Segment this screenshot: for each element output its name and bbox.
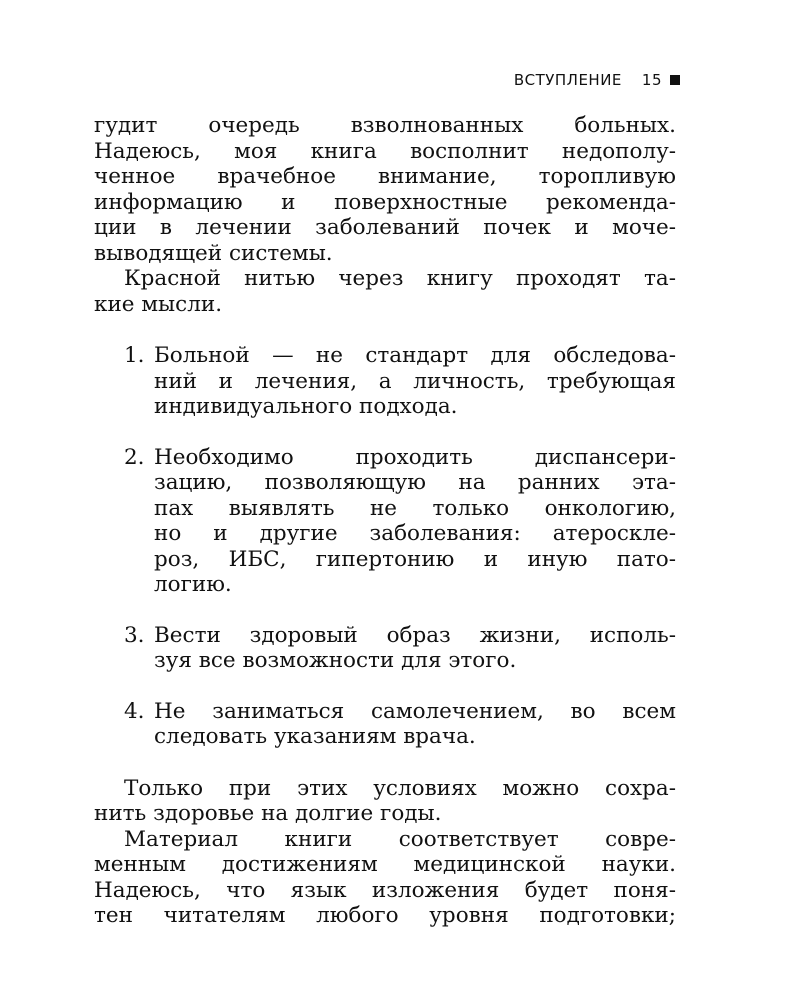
text-line: ний и лечения, а личность, требующая (154, 368, 676, 394)
text-line: ченное врачебное внимание, торопливую (94, 164, 676, 189)
list-item-number: 1. (124, 343, 145, 368)
text-line: логию. (154, 572, 232, 597)
text-line: Надеюсь, что язык изложения будет поня- (94, 877, 676, 903)
text-line: нить здоровье на долгие годы. (94, 801, 442, 826)
section-title: ВСТУПЛЕНИЕ (513, 71, 622, 89)
numbered-list (94, 343, 676, 750)
paragraph (94, 827, 676, 929)
paragraph (94, 266, 676, 317)
text-line: Только при этих условиях можно сохра- (124, 775, 676, 801)
list-item-number: 4. (124, 698, 145, 724)
list-item (124, 699, 676, 750)
text-line: выводящей системы. (94, 240, 333, 266)
text-line: пах выявлять не только онкологию, (154, 495, 676, 521)
text-line: Надеюсь, моя книга восполнит недополу- (94, 138, 676, 164)
text-line: роз, ИБС, гипертонию и иную пато- (154, 546, 676, 572)
text-line: информацию и поверхностные рекоменда- (94, 189, 676, 215)
text-line: Вести здоровый образ жизни, исполь- (154, 622, 676, 648)
list-item-number: 2. (124, 444, 145, 470)
text-line: менным достижениям медицинской науки. (94, 852, 676, 877)
paragraph (94, 113, 676, 266)
text-line: следовать указаниям врача. (154, 724, 476, 749)
text-line: Красной нитью через книгу проходят та- (124, 266, 676, 291)
list-item (124, 343, 676, 420)
text-line: Материал книги соответствует совре- (124, 826, 676, 852)
list-item (124, 623, 676, 674)
text-line: Необходимо проходить диспансери- (154, 444, 676, 470)
text-line: индивидуального подхода. (154, 394, 458, 419)
text-line: кие мысли. (94, 291, 223, 317)
paragraph (94, 776, 676, 827)
running-header (514, 71, 680, 89)
text-line: зацию, позволяющую на ранних эта- (154, 470, 676, 495)
text-line: ции в лечении заболеваний почек и моче- (94, 215, 676, 240)
text-line: гудит очередь взволнованных больных. (94, 113, 676, 138)
square-bullet-icon (670, 75, 680, 85)
list-item (124, 445, 676, 598)
text-line: зуя все возможности для этого. (154, 648, 517, 673)
text-line: но и другие заболевания: атероскле- (154, 521, 676, 546)
body-text (94, 113, 676, 929)
text-line: Не заниматься самолечением, во всем (154, 698, 676, 724)
text-line: Больной — не стандарт для обследова- (154, 343, 676, 368)
list-item-number: 3. (124, 622, 145, 648)
page-number: 15 (641, 71, 662, 89)
text-line: тен читателям любого уровня подготовки; (94, 903, 676, 928)
